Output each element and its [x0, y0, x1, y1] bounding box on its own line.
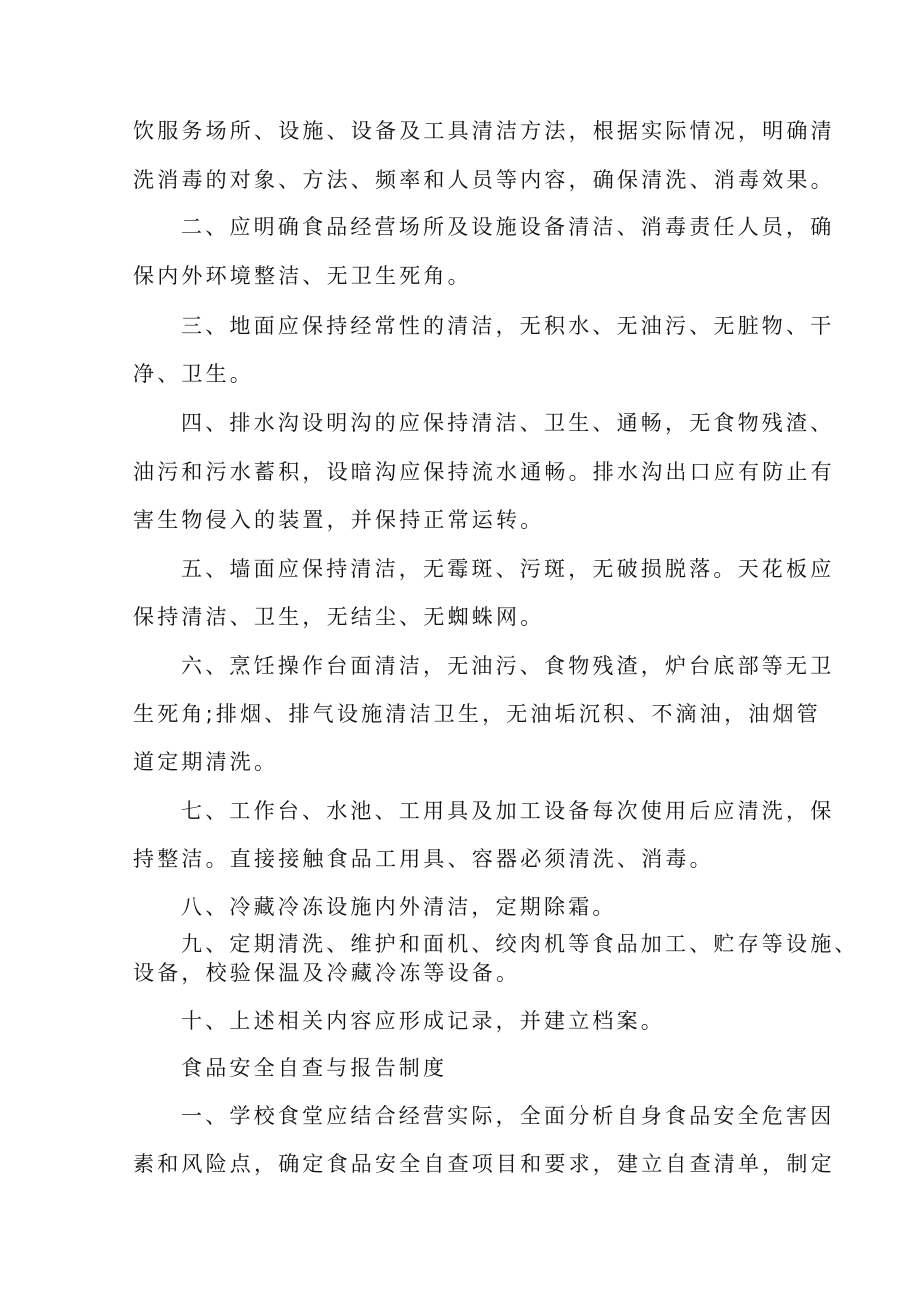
text-line: 油污和污水蓄积，设暗沟应保持流水通畅。排水沟出口应有防止有	[133, 460, 835, 484]
paragraph-5-start: 五、墙面应保持清洁，无霉斑、污斑，无破损脱落。天花板应	[181, 557, 835, 581]
paragraph-3-start: 三、地面应保持经常性的清洁，无积水、无油污、无脏物、干	[181, 314, 835, 338]
paragraph-7-start: 七、工作台、水池、工用具及加工设备每次使用后应清洗，保	[181, 799, 835, 823]
text-line: 害生物侵入的装置，并保持正常运转。	[133, 508, 545, 532]
text-line: 洗消毒的对象、方法、频率和人员等内容，确保清洗、消毒效果。	[133, 168, 835, 192]
paragraph-10: 十、上述相关内容应形成记录，并建立档案。	[181, 1009, 665, 1033]
paragraph-8: 八、冷藏冷冻设施内外清洁，定期除霜。	[181, 895, 617, 919]
text-line: 饮服务场所、设施、设备及工具清洁方法，根据实际情况，明确清	[133, 119, 835, 143]
text-line: 生死角;排烟、排气设施清洁卫生，无油垢沉积、不滴油，油烟管	[133, 702, 821, 726]
paragraph-11-start: 一、学校食堂应结合经营实际，全面分析自身食品安全危害因	[181, 1104, 835, 1128]
text-line: 道定期清洗。	[133, 750, 279, 774]
text-line: 素和风险点，确定食品安全自查项目和要求，建立自查清单，制定	[133, 1152, 835, 1176]
text-line: 持整洁。直接接触食品工用具、容器必须清洗、消毒。	[133, 847, 714, 871]
text-line: 保内外环境整洁、无卫生死角。	[133, 264, 472, 288]
paragraph-2-start: 二、应明确食品经营场所及设施设备清洁、消毒责任人员，确	[181, 215, 835, 239]
paragraph-6-start: 六、烹饪操作台面清洁，无油污、食物残渣，炉台底部等无卫	[181, 654, 835, 678]
section-heading: 食品安全自查与报告制度	[181, 1056, 448, 1080]
paragraph-9-start: 九、定期清洗、维护和面机、绞肉机等食品加工、贮存等设施、	[181, 932, 859, 956]
paragraph-4-start: 四、排水沟设明沟的应保持清洁、卫生、通畅，无食物残渣、	[181, 411, 835, 435]
text-line: 保持清洁、卫生，无结尘、无蜘蛛网。	[133, 605, 545, 629]
text-line: 设备，校验保温及冷藏冷冻等设备。	[133, 961, 521, 985]
text-line: 净、卫生。	[133, 362, 254, 386]
